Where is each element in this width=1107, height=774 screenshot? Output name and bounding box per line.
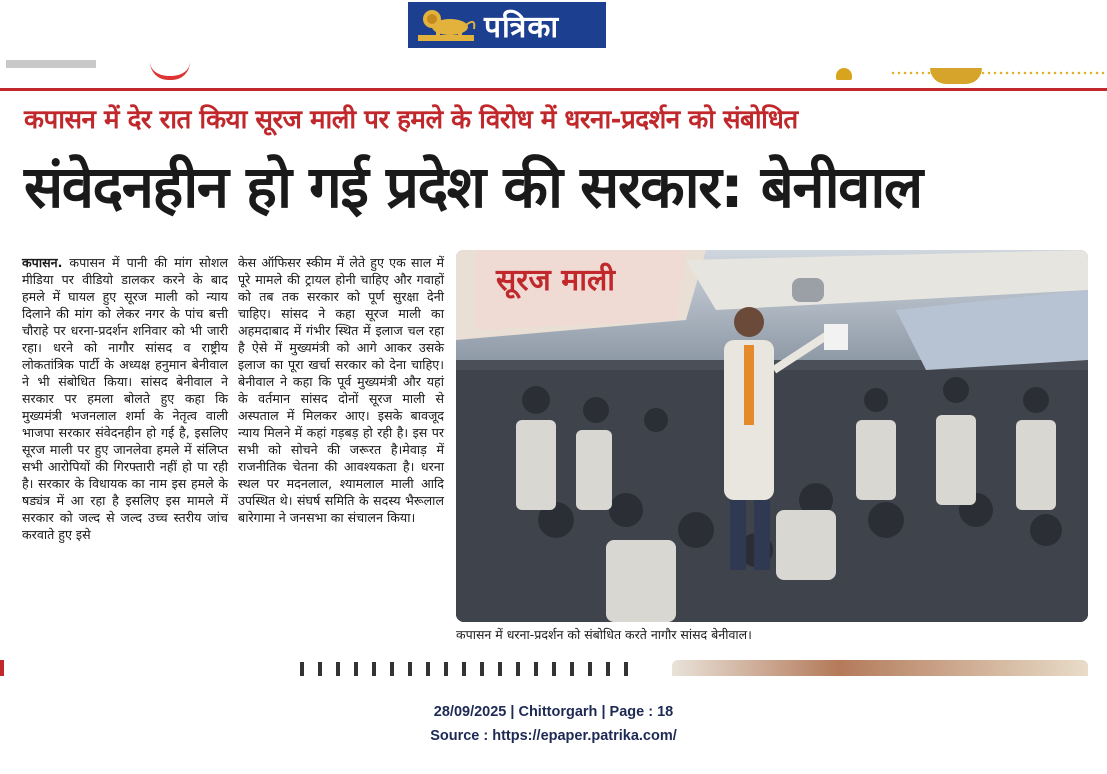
- edition-line: 28/09/2025 | Chittorgarh | Page : 18: [433, 704, 674, 720]
- masthead: [408, 2, 606, 48]
- article-subheadline: कपासन में देर रात किया सूरज माली पर हमले के विरोध में धरना-प्रदर्शन को संबोधित: [24, 105, 798, 135]
- emblem-icon: [930, 68, 982, 84]
- column-2-text: केस ऑफिसर स्कीम में लेते हुए एक साल में पूरे मामले की ट्रायल होनी चाहिए और गवाहों को तब तक सरकार को पूर्ण सुरक्षा देनी चाहिए। सांसद ने कहा सूरज माली का अहमदाबाद में गंभीर स्थित में इलाज चल रहा है ऐसे में मुख्यमंत्री को आगे आकर उसके इलाज का पूरा खर्चा सरकार को देना चाहिए। बेनीवाल ने कहा कि पूर्व मुख्यमंत्री और यहां के वर्तमान सांसद दोनों सूरज माली से अस्पताल में मिलकर आए। इसके बावजूद न्याय मिलने में कहां गड़बड़ हो रही है। इस पर सभी को सोचने की जरूरत है।मेवाड़ में राजनीतिक चेतना की आवश्यकता है। धरना स्थल पर मदनलाल, श्यामलाल माली आदि उपस्थित थे। संघर्ष समिति के सदस्य भैरूलाल बारेगामा ने जनसभा का संचालन किया।: [238, 255, 444, 525]
- bell-icon: [836, 68, 852, 80]
- photo-banner-text: सूरज माली: [496, 263, 616, 298]
- column-1-text: कपासन में पानी की मांग सोशल मीडिया पर वीडियो डालकर करने के बाद हमले में घायल हुए सूरज माली को न्याय दिलाने की मांग को लेकर नगर के पांच बत्ती चौराहे पर धरना-प्रदर्शन शनिवार को भी जारी रहा। धरने को नागौर सांसद व राष्ट्रीय लोकतांत्रिक पार्टी के अध्यक्ष हनुमान बेनीवाल ने भी संबोधित किया। सांसद बेनीवाल ने सरकार पर हमला बोलते हुए कहा कि मुख्यमंत्री भजनलाल शर्मा के नेतृत्व वाली भाजपा सरकार संवेदनहीन हो गई है, इसलिए सूरज माली पर हुए जानलेवा हमले में संलिप्त सभी आरोपियों की गिरफ्तारी नहीं हो पा रही है। सरकार के विधायक का नाम इस हमले के षड्यंत्र में आ रहा है इसलिए इस मामले में सरकार को जल्द से जल्द उच्च स्तरीय जांच करवाते हुए इसे: [22, 255, 228, 542]
- newspaper-clipping: [0, 56, 1107, 676]
- article-column-2: [238, 254, 444, 526]
- brand-name: पत्रिका: [484, 9, 560, 45]
- article-column-1: [22, 254, 228, 543]
- next-story-fragment: [0, 656, 1107, 676]
- page-top-strip: [0, 56, 1107, 78]
- source-line: Source : https://epaper.patrika.com/: [430, 728, 677, 744]
- photo-caption: कपासन में धरना-प्रदर्शन को संबोधित करते नागौर सांसद बेनीवाल।: [456, 627, 752, 642]
- divider-rule: [0, 88, 1107, 91]
- dateline: कपासन.: [22, 255, 63, 270]
- lion-icon: [416, 5, 478, 45]
- footer: [0, 700, 1107, 748]
- article-photo: [456, 250, 1088, 622]
- article-headline: संवेदनहीन हो गई प्रदेश की सरकार: बेनीवाल: [24, 153, 922, 221]
